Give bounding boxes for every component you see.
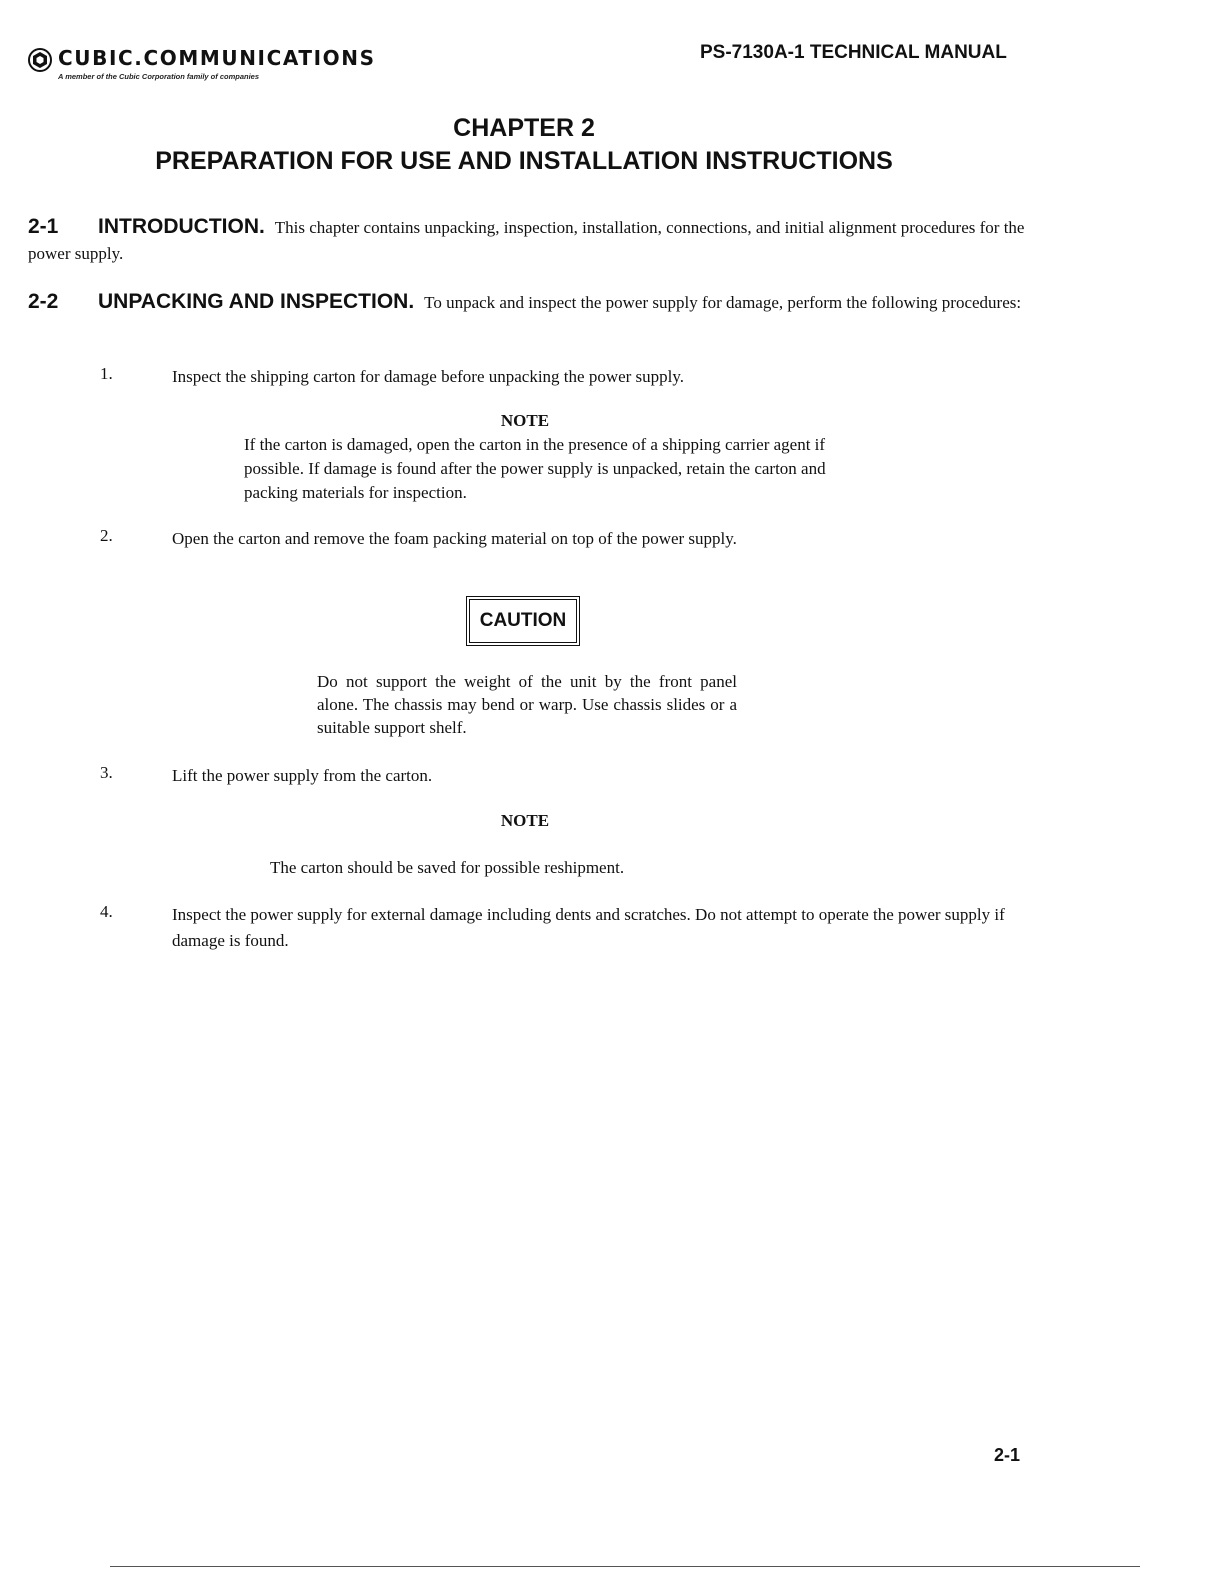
step-text: Lift the power supply from the carton.	[172, 766, 433, 785]
section-number: 2-1	[28, 215, 59, 238]
caution-label: CAUTION	[479, 610, 567, 631]
step-text: Open the carton and remove the foam packing material on top of the power supply.	[172, 529, 737, 548]
section-body: To unpack and inspect the power supply for damage, perform the following procedures:	[424, 293, 1022, 312]
step-number: 1.	[100, 364, 113, 383]
note-label: NOTE	[500, 411, 550, 430]
caution-text: Do not support the weight of the unit by the front panel alone. The chassis may bend or warp. Use chassis slides or a suitable support shelf.	[317, 672, 737, 737]
note-text: If the carton is damaged, open the carton in the presence of a shipping carrier agent if possible. If damage is found after the power supply is unpacked, retain the carton and packing materials for inspection.	[244, 435, 826, 502]
step-text: Inspect the shipping carton for damage before unpacking the power supply.	[172, 367, 685, 386]
chapter-title: PREPARATION FOR USE AND INSTALLATION INSTRUCTIONS	[155, 147, 893, 175]
footer-rule	[110, 1566, 1140, 1567]
step-text: Inspect the power supply for external damage including dents and scratches. Do not attempt to operate the power supply if damage is found.	[172, 905, 1005, 950]
section-introduction	[28, 214, 1028, 267]
note-text: The carton should be saved for possible reshipment.	[270, 858, 625, 877]
page-number: 2-1	[994, 1445, 1021, 1465]
section-heading: INTRODUCTION.	[98, 215, 265, 238]
company-tagline: A member of the Cubic Corporation family of companies	[58, 72, 259, 81]
step-number: 3.	[100, 763, 113, 782]
section-heading: UNPACKING AND INSPECTION.	[98, 290, 415, 313]
section-unpacking	[28, 289, 1028, 316]
step-number: 4.	[100, 902, 113, 921]
manual-title: PS-7130A-1 TECHNICAL MANUAL	[700, 42, 1007, 63]
section-body: This chapter contains unpacking, inspection, installation, connections, and initial alignment procedures for the power supply.	[28, 218, 1025, 263]
caution-box	[466, 596, 580, 646]
section-number: 2-2	[28, 290, 59, 313]
step-number: 2.	[100, 526, 113, 545]
cubic-logo-icon	[28, 48, 52, 72]
company-name: CUBIC.COMMUNICATIONS	[58, 46, 376, 70]
note-label: NOTE	[500, 811, 550, 830]
chapter-number: CHAPTER 2	[453, 114, 595, 142]
